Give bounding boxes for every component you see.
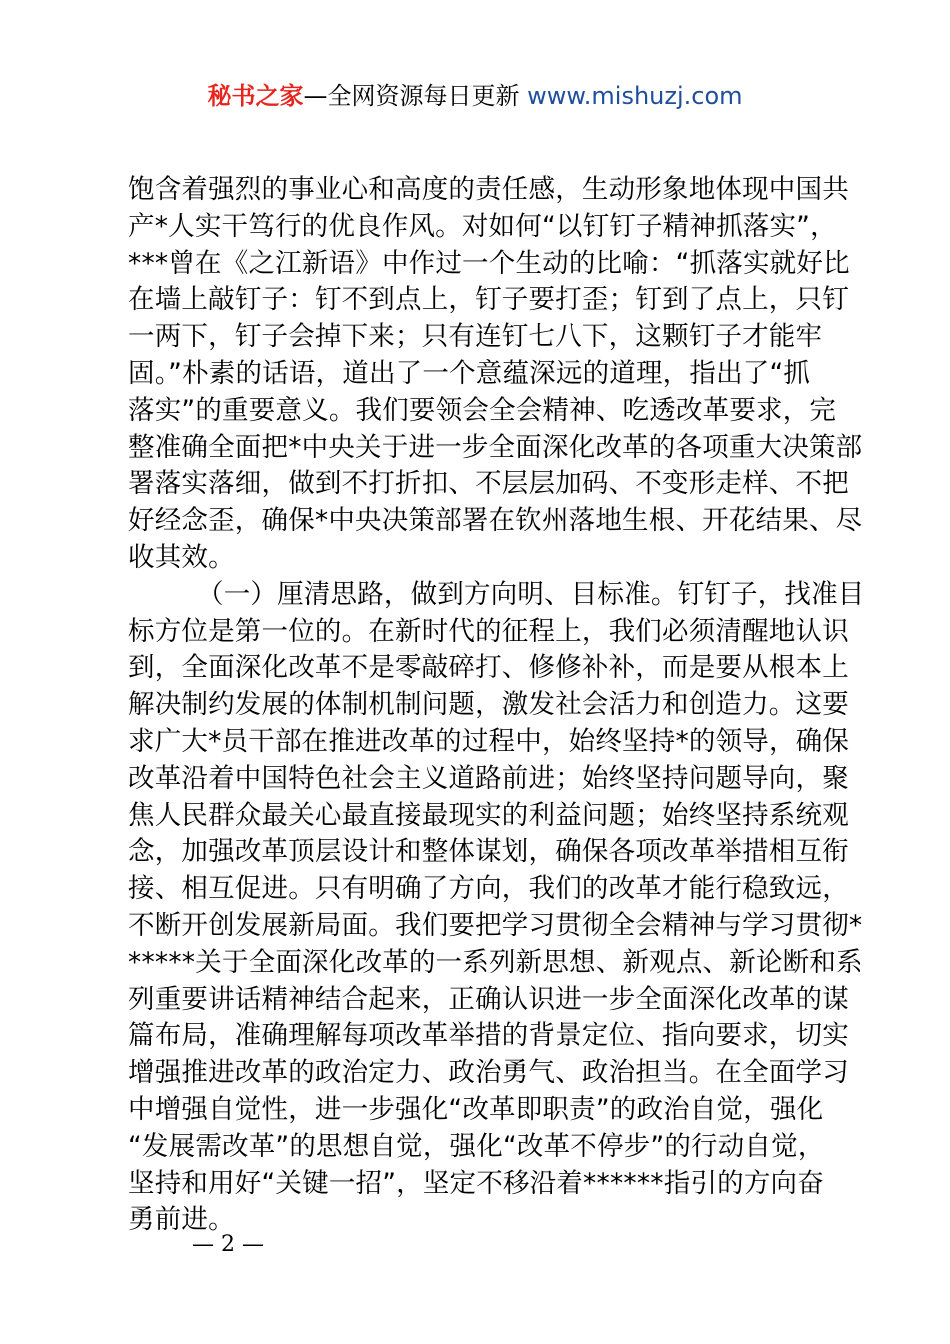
- text-line: 不断开创发展新局面。我们要把学习贯彻全会精神与学习贯彻*: [128, 909, 863, 941]
- text-line: 列重要讲话精神结合起来，正确认识进一步全面深化改革的谋: [128, 983, 849, 1015]
- brand-name: 秘书之家: [207, 82, 304, 110]
- header-tagline: —全网资源每日更新: [303, 82, 528, 110]
- text-line: 解决制约发展的体制机制问题，激发社会活力和创造力。这要: [128, 689, 849, 721]
- text-line: 改革沿着中国特色社会主义道路前进；始终坚持问题导向，聚: [128, 762, 849, 794]
- text-line: 接、相互促进。只有明确了方向，我们的改革才能行稳致远，: [128, 873, 849, 905]
- site-header: [0, 78, 950, 114]
- site-url: www.mishuzj.com: [527, 82, 743, 110]
- text-line: ***曾在《之江新语》中作过一个生动的比喻：“抓落实就好比: [128, 247, 850, 279]
- text-line: 在墙上敲钉子：钉不到点上，钉子要打歪；钉到了点上，只钉: [128, 284, 849, 316]
- text-line: 固。”朴素的话语，道出了一个意蕴深远的道理，指出了“抓: [128, 357, 811, 389]
- text-line: “发展需改革”的思想自觉，强化“改革不停步”的行动自觉，: [128, 1130, 825, 1162]
- text-line: 产*人实干笃行的优良作风。对如何“以钉钉子精神抓落实”，: [128, 210, 837, 242]
- text-line: *****关于全面深化改革的一系列新思想、新观点、新论断和系: [128, 946, 863, 978]
- text-line: 标方位是第一位的。在新时代的征程上，我们必须清醒地认识: [128, 615, 849, 647]
- text-line: 焦人民群众最关心最直接最现实的利益问题；始终坚持系统观: [128, 799, 849, 831]
- page-number: — 2 —: [192, 1232, 264, 1257]
- text-line: 整准确全面把*中央关于进一步全面深化改革的各项重大决策部: [128, 431, 863, 463]
- text-line: （一）厘清思路，做到方向明、目标准。钉钉子，找准目: [128, 578, 865, 610]
- text-line: 收其效。: [128, 541, 235, 573]
- text-line: 到，全面深化改革不是零敲碎打、修修补补，而是要从根本上: [128, 652, 849, 684]
- text-line: 增强推进改革的政治定力、政治勇气、政治担当。在全面学习: [128, 1057, 849, 1089]
- text-line: 好经念歪，确保*中央决策部署在钦州落地生根、开花结果、尽: [128, 505, 863, 537]
- text-line: 篇布局，准确理解每项改革举措的背景定位、指向要求，切实: [128, 1020, 849, 1052]
- text-line: 求广大*员干部在推进改革的过程中，始终坚持*的领导，确保: [128, 725, 850, 757]
- text-line: 勇前进。: [128, 1204, 235, 1236]
- text-line: 坚持和用好“关键一招”，坚定不移沿着******指引的方向奋: [128, 1167, 824, 1199]
- text-line: 署落实落细，做到不打折扣、不层层加码、不变形走样、不把: [128, 468, 849, 500]
- text-line: 饱含着强烈的事业心和高度的责任感，生动形象地体现中国共: [128, 174, 849, 205]
- document-body: [128, 172, 865, 1239]
- text-line: 一两下，钉子会掉下来；只有连钉七八下，这颗钉子才能牢: [128, 321, 823, 353]
- text-line: 落实”的重要意义。我们要领会全会精神、吃透改革要求，完: [128, 394, 837, 426]
- text-line: 中增强自觉性，进一步强化“改革即职责”的政治自觉，强化: [128, 1093, 824, 1125]
- text-line: 念，加强改革顶层设计和整体谋划，确保各项改革举措相互衔: [128, 836, 849, 868]
